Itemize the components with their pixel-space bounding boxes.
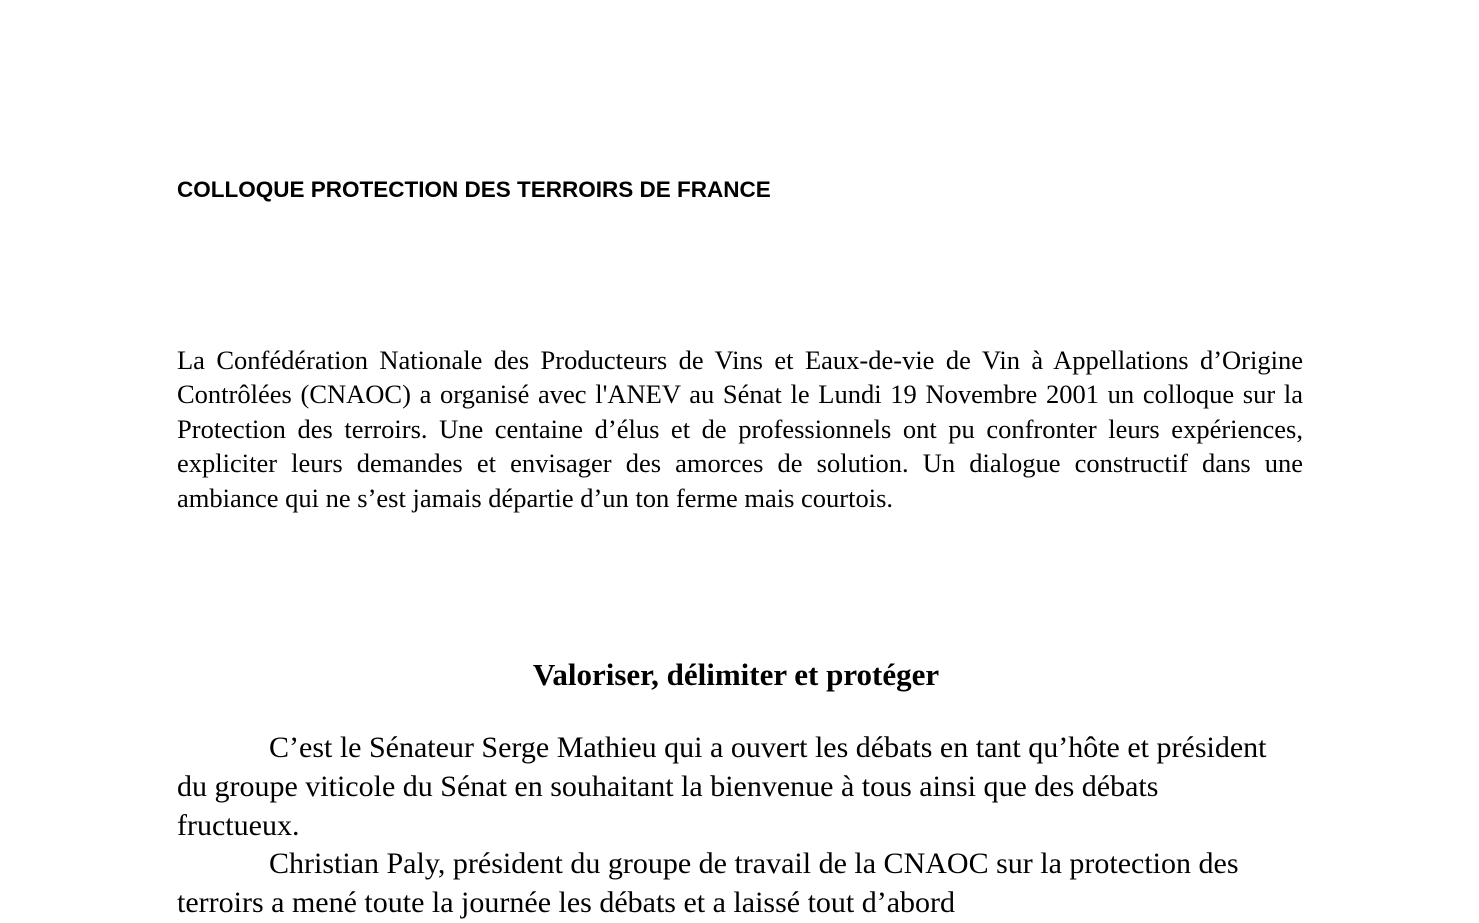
section-heading: Valoriser, délimiter et protéger (532, 657, 940, 692)
document-title: COLLOQUE PROTECTION DES TERROIRS DE FRANCE (177, 177, 771, 202)
body-paragraph-2: Christian Paly, président du groupe de travail de la CNAOC sur la protection des terroirs a mené toute la journée les débats et a laissé tout d’abord (177, 847, 1239, 919)
body-paragraph-1: C’est le Sénateur Serge Mathieu qui a ouvert les débats en tant qu’hôte et président du groupe viticole du Sénat en souhaitant la bienvenue à tous ainsi que des débats fructueux. (177, 731, 1267, 842)
intro-paragraph: La Confédération Nationale des Producteurs de Vins et Eaux-de-vie de Vin à Appellations d’Origine Contrôlées (CNAOC) a organisé avec l'ANEV au Sénat le Lundi 19 Novembre 2001 un colloque sur la Protection des terroirs. Une centaine d’élus et de professionnels ont pu confronter leurs expériences, expliciter leurs demandes et envisager des amorces de solution. Un dialogue constructif dans une ambiance qui ne s’est jamais départie d’un ton ferme mais courtois. (177, 345, 1303, 513)
